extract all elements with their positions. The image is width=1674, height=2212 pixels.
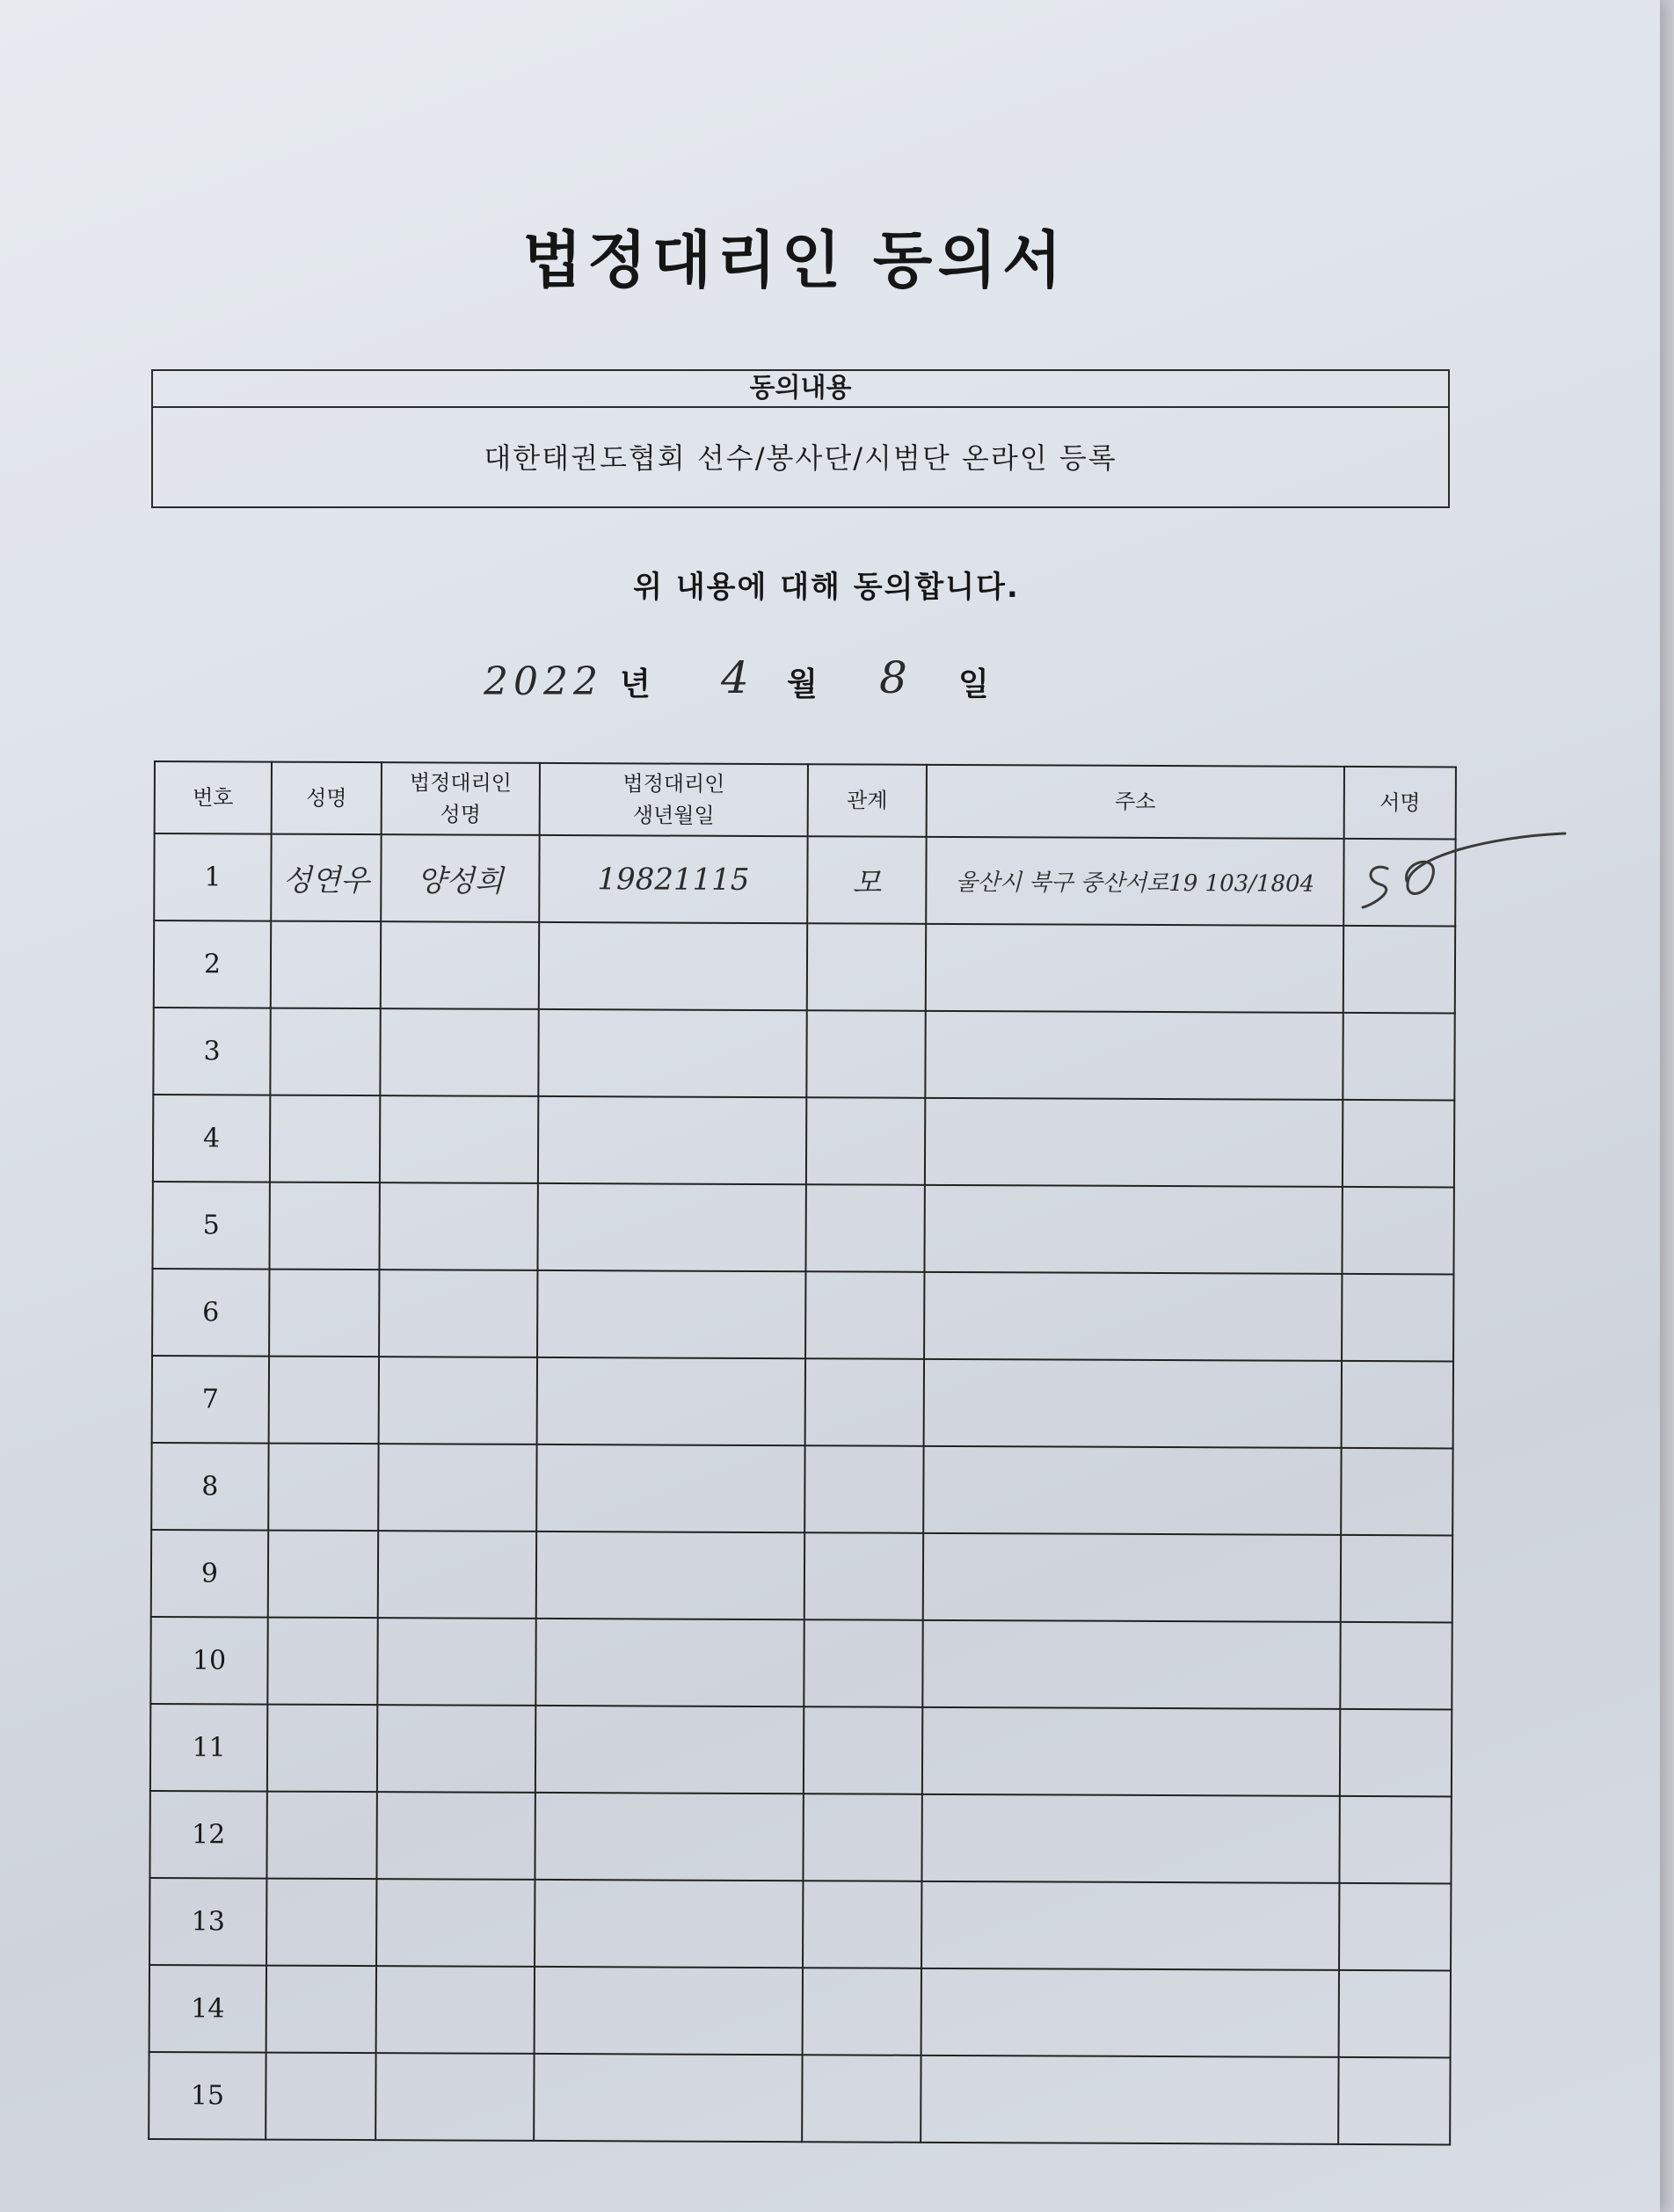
row-number: 2 — [154, 920, 271, 1008]
header-guardian-name-line2: 성명 — [440, 802, 481, 827]
handwritten-signature — [1354, 826, 1574, 923]
table-row — [150, 1617, 1452, 1709]
row-guardian-name: 양성희 — [381, 834, 539, 922]
table-row — [152, 1182, 1453, 1274]
table-body — [149, 833, 1455, 2144]
header-no: 번호 — [155, 761, 272, 834]
row-number: 5 — [152, 1182, 269, 1270]
table-row — [153, 1008, 1454, 1100]
date-year: 2022 — [484, 659, 603, 704]
guardian-table — [148, 760, 1457, 2145]
document-title: 법정대리인 동의서 — [522, 224, 1067, 296]
table-row — [154, 920, 1455, 1013]
header-guardian-birth-line2: 생년월일 — [632, 803, 715, 828]
consent-body: 대한태권도협회 선수/봉사단/시범단 온라인 등록 — [484, 441, 1117, 475]
row-address: 울산시 북구 중산서로19 103/1804 — [926, 837, 1343, 926]
table-row — [150, 1704, 1452, 1796]
table-row — [149, 1791, 1451, 1883]
row-number: 9 — [151, 1530, 268, 1618]
row-number: 15 — [149, 2052, 266, 2140]
header-address: 주소 — [927, 765, 1344, 839]
consent-header: 동의내용 — [153, 371, 1448, 408]
row-number: 12 — [149, 1791, 266, 1879]
date-year-unit: 년 — [620, 666, 651, 702]
date-day: 8 — [879, 652, 907, 703]
row-number: 7 — [152, 1356, 269, 1444]
table-row — [149, 1965, 1451, 2057]
table-header-row — [155, 761, 1456, 839]
header-guardian-birth-line1: 법정대리인 — [622, 771, 725, 797]
row-number: 1 — [154, 833, 271, 921]
date-day-unit: 일 — [958, 666, 989, 702]
consent-box — [151, 369, 1450, 508]
table-row — [152, 1269, 1453, 1361]
date-month-unit: 월 — [787, 666, 818, 702]
row-name: 성연우 — [271, 834, 381, 922]
date-line — [475, 651, 1090, 712]
table-row — [151, 1443, 1452, 1535]
header-relation: 관계 — [808, 764, 927, 837]
table-row — [153, 1095, 1454, 1187]
row-guardian-birth: 19821115 — [539, 835, 807, 923]
header-guardian-name-line1: 법정대리인 — [409, 770, 512, 796]
header-guardian-name — [382, 762, 540, 835]
row-number: 6 — [152, 1269, 269, 1357]
row-number: 11 — [150, 1704, 267, 1792]
table-row — [151, 1530, 1452, 1622]
table-row — [149, 1878, 1451, 1970]
table-row — [152, 1356, 1453, 1448]
header-signature: 서명 — [1344, 767, 1456, 840]
row-number: 13 — [149, 1878, 266, 1966]
row-number: 8 — [151, 1443, 268, 1531]
header-name: 성명 — [272, 762, 382, 835]
row-number: 3 — [153, 1008, 270, 1095]
agreement-statement: 위 내용에 대해 동의합니다. — [633, 570, 1020, 605]
header-guardian-birth — [540, 763, 808, 836]
row-number: 4 — [153, 1095, 270, 1182]
row-relation: 모 — [807, 836, 926, 924]
row-number: 14 — [149, 1965, 266, 2053]
date-month: 4 — [721, 652, 749, 703]
row-number: 10 — [150, 1617, 267, 1705]
table-row — [154, 833, 1455, 926]
table-row — [149, 2052, 1450, 2144]
